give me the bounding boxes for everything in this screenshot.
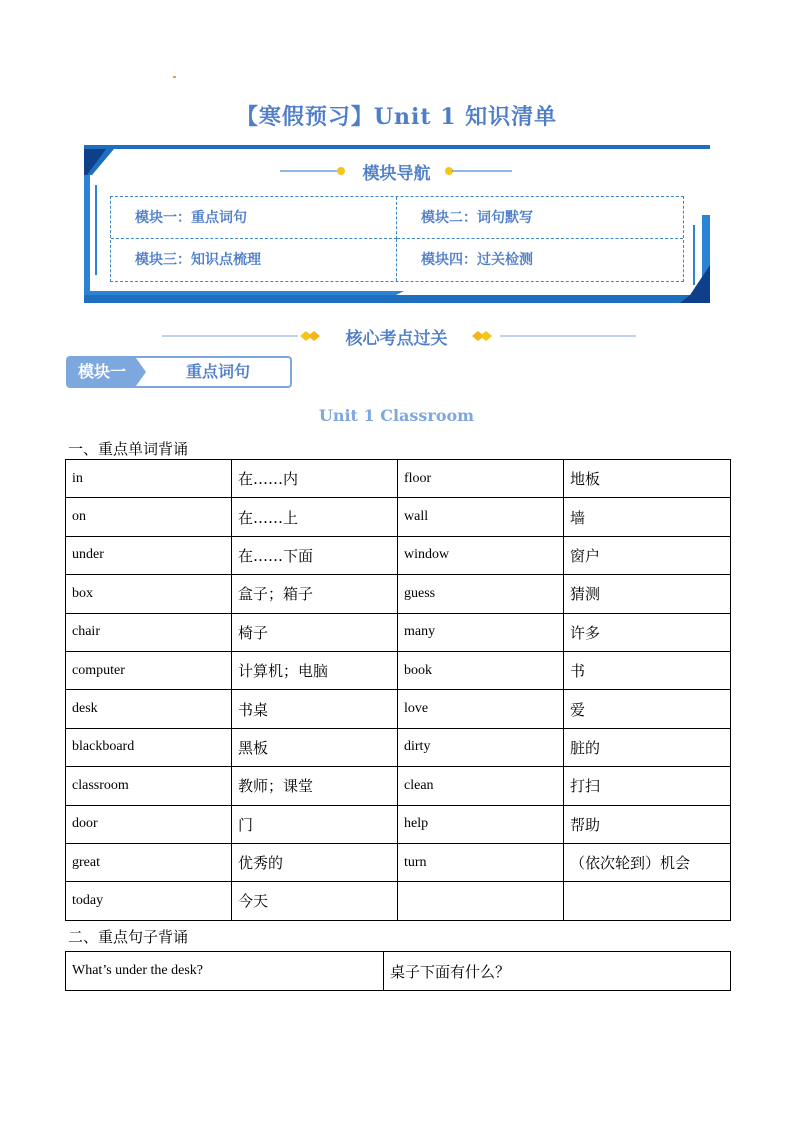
vocab-table: [65, 459, 731, 921]
module-tag-number: 模块一: [68, 358, 136, 386]
table-row: [66, 613, 731, 651]
table-row: [66, 536, 731, 574]
word-cell: on: [66, 498, 232, 536]
word-cell: many: [398, 613, 564, 651]
module-tag: [66, 356, 292, 388]
table-row: [66, 690, 731, 728]
meaning-cell: 计算机；电脑: [232, 651, 398, 689]
core-title-row: [0, 324, 793, 349]
meaning-cell: 优秀的: [232, 843, 398, 881]
word-cell: wall: [398, 498, 564, 536]
word-cell: classroom: [66, 767, 232, 805]
table-row: [66, 952, 731, 991]
translation-cell: 桌子下面有什么？: [384, 952, 731, 991]
page-title: 【寒假预习】Unit 1 知识清单: [235, 104, 558, 130]
meaning-cell: 许多: [564, 613, 731, 651]
meaning-cell: 书: [564, 651, 731, 689]
meaning-cell: [564, 882, 731, 920]
word-cell: in: [66, 460, 232, 498]
nav-title: 模块导航: [362, 164, 431, 184]
word-cell: chair: [66, 613, 232, 651]
word-cell: dirty: [398, 728, 564, 766]
meaning-cell: 在……下面: [232, 536, 398, 574]
meaning-cell: 脏的: [564, 728, 731, 766]
table-row: [66, 767, 731, 805]
word-cell: today: [66, 882, 232, 920]
meaning-cell: 教师；课堂: [232, 767, 398, 805]
meaning-cell: 黑板: [232, 728, 398, 766]
word-cell: help: [398, 805, 564, 843]
nav-grid: [110, 196, 684, 282]
word-cell: computer: [66, 651, 232, 689]
section1-label: 一、重点单词背诵: [68, 440, 189, 458]
table-row: [66, 882, 731, 920]
meaning-cell: 爱: [564, 690, 731, 728]
nav-title-row: [0, 159, 793, 184]
table-row: [66, 498, 731, 536]
decor-dot: [173, 76, 176, 78]
module-tag-name: 重点词句: [185, 362, 250, 381]
sentence-cell: What’s under the desk?: [66, 952, 384, 991]
word-cell: guess: [398, 575, 564, 613]
table-row: [66, 460, 731, 498]
nav-item-3[interactable]: 模块三：知识点梳理: [111, 239, 397, 281]
table-row: [66, 651, 731, 689]
meaning-cell: 帮助: [564, 805, 731, 843]
nav-item-4[interactable]: 模块四：过关检测: [421, 252, 533, 268]
meaning-cell: 盒子；箱子: [232, 575, 398, 613]
word-cell: great: [66, 843, 232, 881]
meaning-cell: 在……内: [232, 460, 398, 498]
word-cell: love: [398, 690, 564, 728]
meaning-cell: 墙: [564, 498, 731, 536]
meaning-cell: 打扫: [564, 767, 731, 805]
sentence-table: [65, 951, 731, 991]
word-cell: [398, 882, 564, 920]
nav-item-1[interactable]: 模块一：重点词句: [111, 197, 397, 239]
word-cell: turn: [398, 843, 564, 881]
table-row: [66, 575, 731, 613]
nav-item-2[interactable]: 模块二：词句默写: [397, 197, 683, 239]
meaning-cell: 椅子: [232, 613, 398, 651]
meaning-cell: 门: [232, 805, 398, 843]
word-cell: floor: [398, 460, 564, 498]
table-row: [66, 805, 731, 843]
unit-title: Unit 1 Classroom: [318, 406, 475, 425]
word-cell: door: [66, 805, 232, 843]
meaning-cell: 书桌: [232, 690, 398, 728]
word-cell: book: [398, 651, 564, 689]
table-row: [66, 843, 731, 881]
word-cell: under: [66, 536, 232, 574]
meaning-cell: 今天: [232, 882, 398, 920]
word-cell: box: [66, 575, 232, 613]
meaning-cell: 窗户: [564, 536, 731, 574]
word-cell: window: [398, 536, 564, 574]
core-title: 核心考点过关: [345, 329, 448, 349]
word-cell: desk: [66, 690, 232, 728]
word-cell: blackboard: [66, 728, 232, 766]
meaning-cell: 在……上: [232, 498, 398, 536]
meaning-cell: （依次轮到）机会: [564, 843, 731, 881]
meaning-cell: 地板: [564, 460, 731, 498]
meaning-cell: 猜测: [564, 575, 731, 613]
table-row: [66, 728, 731, 766]
word-cell: clean: [398, 767, 564, 805]
section2-label: 二、重点句子背诵: [68, 928, 189, 946]
